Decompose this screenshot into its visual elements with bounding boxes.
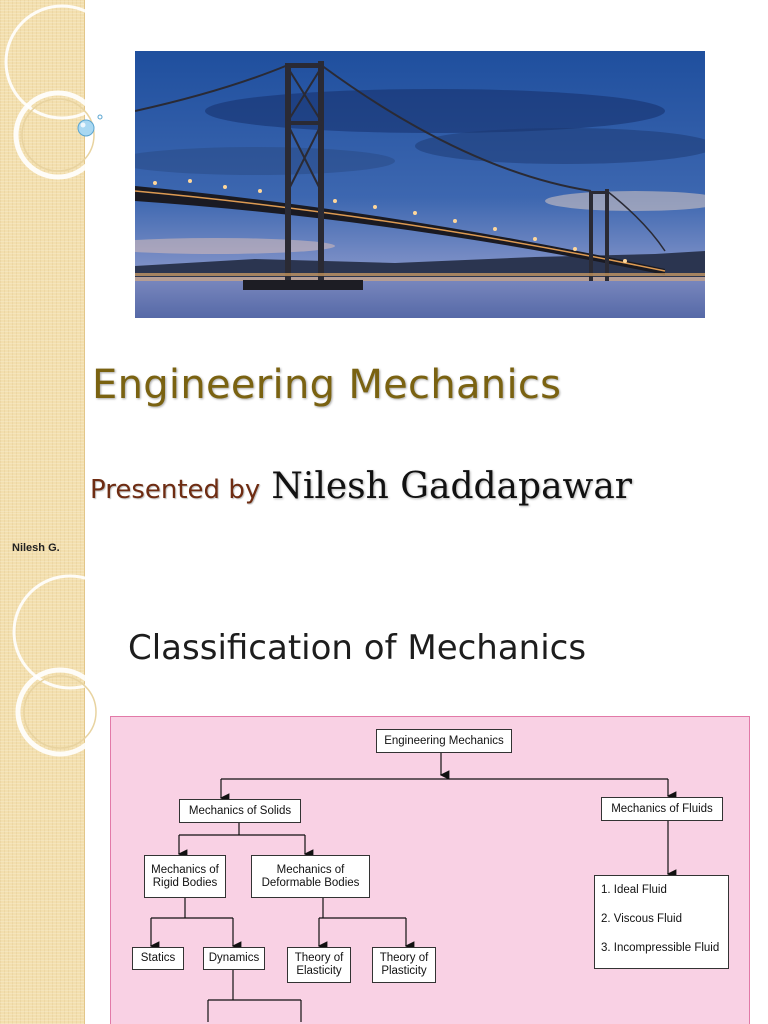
footer-name: Nilesh G. <box>12 542 60 554</box>
fluid-type-item: 3. Incompressible Fluid <box>601 942 720 954</box>
bridge-photo <box>135 51 705 318</box>
presenter-name: Nilesh Gaddapawar <box>271 466 633 507</box>
node-statics: Statics <box>132 947 184 970</box>
fluid-type-item: 1. Ideal Fluid <box>601 884 667 896</box>
node-mechanics-of-solids: Mechanics of Solids <box>179 799 301 823</box>
sidebar-decoration <box>0 0 85 512</box>
slide-heading: Classification of Mechanics <box>128 628 587 668</box>
node-rigid-bodies: Mechanics of Rigid Bodies <box>144 855 226 898</box>
presented-by-label: Presented by <box>90 475 261 505</box>
node-deformable-bodies: Mechanics of Deformable Bodies <box>251 855 370 898</box>
presenter-line <box>90 466 632 507</box>
node-engineering-mechanics: Engineering Mechanics <box>376 729 512 753</box>
presentation-title: Engineering Mechanics <box>92 362 562 408</box>
node-dynamics: Dynamics <box>203 947 265 970</box>
decorative-rings <box>0 0 130 512</box>
node-mechanics-of-fluids: Mechanics of Fluids <box>601 797 723 821</box>
sidebar-decoration <box>0 512 85 1024</box>
node-theory-of-plasticity: Theory of Plasticity <box>372 947 436 983</box>
fluid-type-item: 2. Viscous Fluid <box>601 913 682 925</box>
classification-diagram <box>110 716 750 1024</box>
fluid-types-list <box>594 875 729 969</box>
node-theory-of-elasticity: Theory of Elasticity <box>287 947 351 983</box>
bubble-icon <box>74 114 106 138</box>
slide-classification <box>0 512 768 1024</box>
